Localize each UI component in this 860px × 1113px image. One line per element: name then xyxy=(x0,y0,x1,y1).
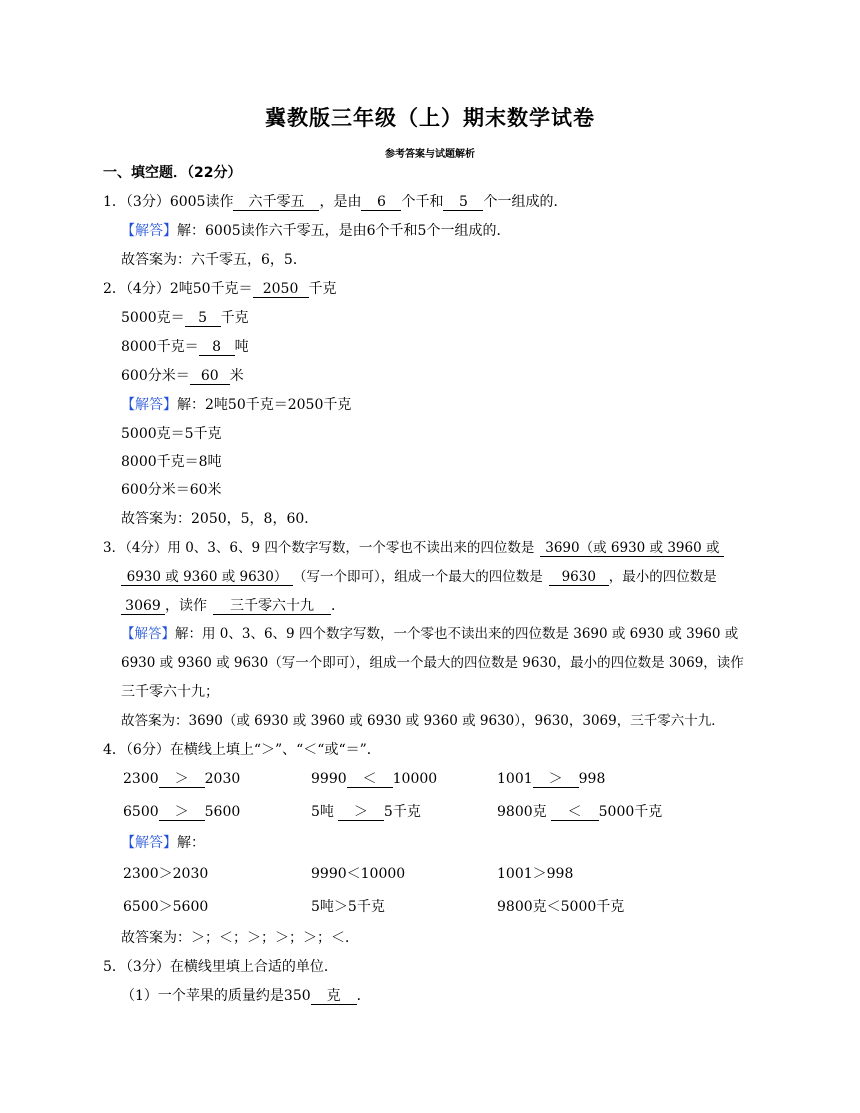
section-heading: 一、填空题．（22分） xyxy=(103,165,242,181)
answer-blank: ＜ xyxy=(347,771,393,788)
solution-3-line-2: 6930 或 9360 或 9630（写一个即可），组成一个最大的四位数是 9630，最小的四位数是 3069，读作 xyxy=(121,655,744,671)
compare-item: 2300 ＞ 2030 xyxy=(123,771,241,787)
question-1: 1．（3分）6005读作 六千零五 ，是由 6 个千和 5 个一组成的． xyxy=(103,194,568,210)
question-3-line-2: 6930 或 9360 或 9630） （写一个即可），组成一个最大的四位数是 9630 ，最小的四位数是 xyxy=(121,568,717,586)
solution-3: 【解答】解：用 0、3、6、9 四个数字写数，一个零也不读出来的四位数是 3690 或 6930 或 3960 或 xyxy=(121,626,739,642)
answer-blank: ＜ xyxy=(551,804,599,821)
answer-blank: 6930 或 9360 或 9630） xyxy=(121,569,293,586)
solution-4-item: 2300＞2030 xyxy=(123,866,209,882)
question-3-line-3: 3069 ，读作 三千零六十九 ． xyxy=(121,597,345,615)
compare-item: 6500 ＞ 5600 xyxy=(123,804,241,820)
answer-blank: 8 xyxy=(199,339,235,356)
solution-2-line-4: 600分米＝60米 xyxy=(121,482,222,498)
answer-blank: 60 xyxy=(190,368,230,385)
question-2-line-4: 600分米＝ 60 米 xyxy=(121,368,244,384)
question-3: 3．（4分）用 0、3、6、9 四个数字写数，一个零也不读出来的四位数是 3690（或 6930 或 3960 或 xyxy=(103,539,724,557)
question-2: 2．（4分）2吨50千克＝ 2050 千克 xyxy=(103,281,337,297)
final-answer-4: 故答案为：＞；＜；＞；＞；＞；＜． xyxy=(121,930,359,946)
answer-blank: 克 xyxy=(311,988,357,1005)
final-answer-3: 故答案为：3690（或 6930 或 3960 或 6930 或 9360 或 9630），9630，3069，三千零六十九． xyxy=(121,713,725,729)
answer-tag: 【解答】 xyxy=(121,626,175,642)
answer-tag: 【解答】 xyxy=(121,835,177,851)
answer-blank: 6 xyxy=(361,194,401,211)
answer-blank: 3069 xyxy=(121,598,165,615)
solution-4-item: 5吨＞5千克 xyxy=(311,899,385,915)
answer-blank: 三千零六十九 xyxy=(213,598,331,615)
answer-blank: 5 xyxy=(185,310,221,327)
solution-2-line-3: 8000千克＝8吨 xyxy=(121,454,222,470)
solution-4-item: 9800克＜5000千克 xyxy=(497,899,625,915)
solution-2: 【解答】解：2吨50千克＝2050千克 xyxy=(121,397,352,413)
question-2-line-3: 8000千克＝ 8 吨 xyxy=(121,339,249,355)
exam-subtitle: 参考答案与试题解析 xyxy=(385,149,475,160)
solution-4: 【解答】解： xyxy=(121,835,205,851)
answer-blank: 六千零五 xyxy=(233,194,319,211)
compare-item: 1001 ＞ 998 xyxy=(497,771,606,787)
exam-title: 冀教版三年级（上）期末数学试卷 xyxy=(265,106,595,130)
answer-blank: ＞ xyxy=(159,771,205,788)
solution-1: 【解答】解：6005读作六千零五，是由6个千和5个一组成的． xyxy=(121,223,511,239)
question-5: 5．（3分）在横线里填上合适的单位． xyxy=(103,959,338,975)
final-answer-2: 故答案为：2050，5，8，60． xyxy=(121,511,319,527)
answer-blank: 9630 xyxy=(549,569,609,586)
question-2-line-2: 5000克＝ 5 千克 xyxy=(121,310,249,326)
compare-item: 9990 ＜ 10000 xyxy=(311,771,438,787)
question-4: 4．（6分）在横线上填上“＞”、“＜“或“＝”． xyxy=(103,742,381,758)
solution-4-item: 1001＞998 xyxy=(497,866,574,882)
final-answer-1: 故答案为：六千零五，6，5． xyxy=(121,252,307,268)
answer-blank: ＞ xyxy=(533,771,579,788)
answer-tag: 【解答】 xyxy=(121,223,177,239)
solution-2-line-2: 5000克＝5千克 xyxy=(121,426,222,442)
compare-item: 9800克 ＜ 5000千克 xyxy=(497,804,663,820)
compare-item: 5吨 ＞ 5千克 xyxy=(311,804,421,820)
question-5-sub-1: （1）一个苹果的质量约是350 克 ． xyxy=(121,988,371,1004)
solution-3-line-3: 三千零六十九； xyxy=(121,684,219,700)
answer-blank: 3690（或 6930 或 3960 或 xyxy=(540,540,724,557)
answer-blank: ＞ xyxy=(159,804,205,821)
answer-blank: 5 xyxy=(443,194,483,211)
solution-4-item: 6500＞5600 xyxy=(123,899,209,915)
answer-tag: 【解答】 xyxy=(121,397,177,413)
answer-blank: ＞ xyxy=(338,804,384,821)
answer-blank: 2050 xyxy=(253,281,309,298)
solution-4-item: 9990＜10000 xyxy=(311,866,406,882)
